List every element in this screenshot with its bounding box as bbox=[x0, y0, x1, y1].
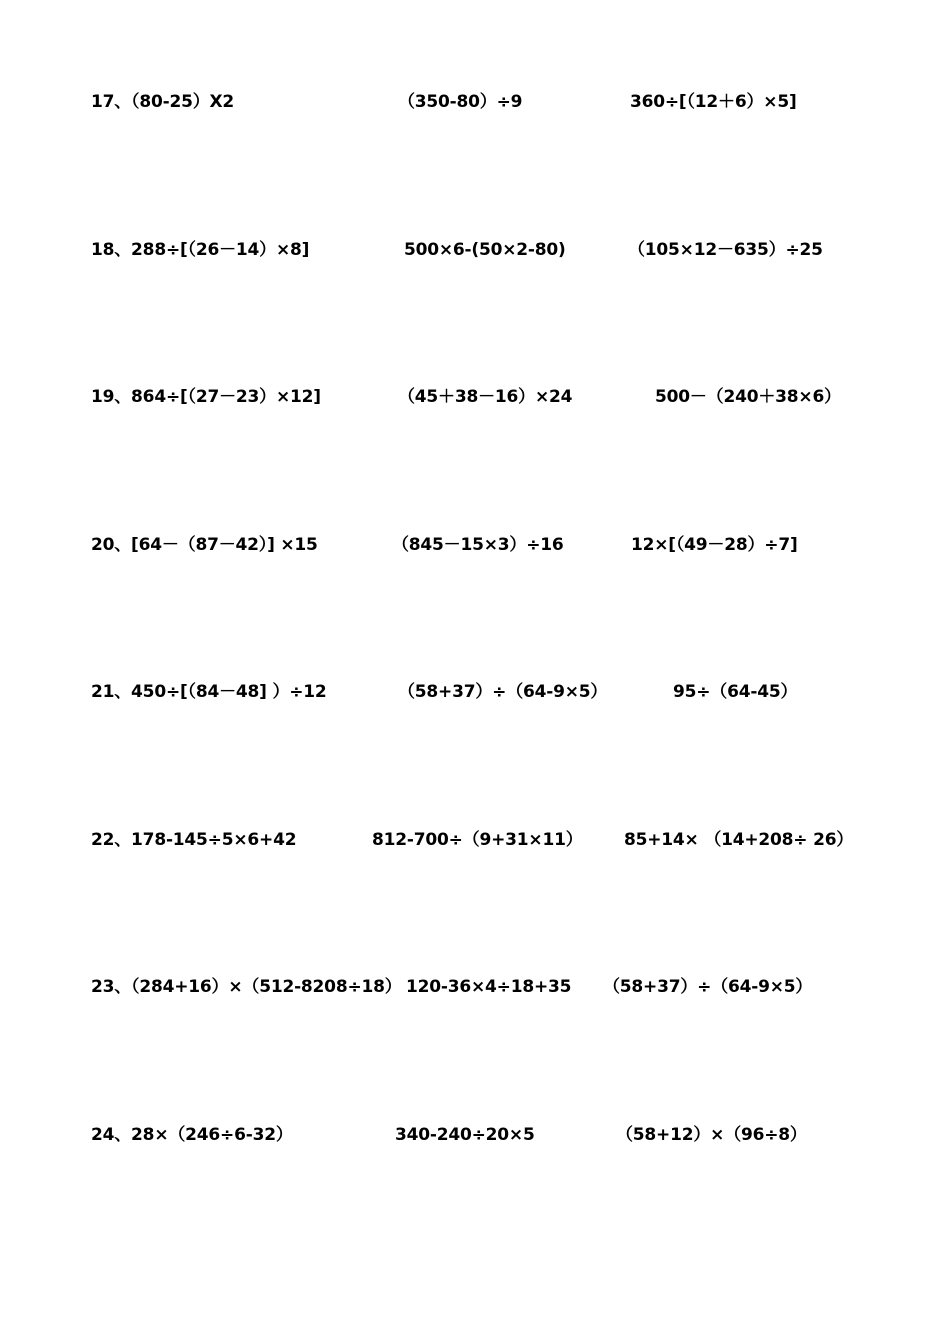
problem-22-expression-3: 85+14× （14+208÷ 26） bbox=[624, 830, 854, 850]
problem-row-24 bbox=[0, 1120, 950, 1150]
problem-row-20 bbox=[0, 530, 950, 560]
problem-24-expression-3: （58+12）×（96÷8） bbox=[616, 1125, 807, 1145]
problem-17-expression-3: 360÷[（12＋6）×5] bbox=[630, 92, 797, 112]
problem-22-expression-1: 22、178-145÷5×6+42 bbox=[91, 830, 297, 850]
problem-17-expression-2: （350-80）÷9 bbox=[398, 92, 523, 112]
problem-23-expression-1: 23、（284+16）×（512-8208÷18） bbox=[91, 977, 402, 997]
problem-20-expression-2: （845－15×3）÷16 bbox=[392, 535, 564, 555]
problem-18-expression-2: 500×6-(50×2-80) bbox=[404, 240, 566, 260]
problem-20-expression-1: 20、[64－（87－42）] ×15 bbox=[91, 535, 318, 555]
problem-row-18 bbox=[0, 235, 950, 265]
problem-23-expression-2: 120-36×4÷18+35 bbox=[406, 977, 572, 997]
problem-18-expression-3: （105×12－635）÷25 bbox=[628, 240, 823, 260]
problem-19-expression-3: 500－（240＋38×6） bbox=[655, 387, 841, 407]
problem-22-expression-2: 812-700÷（9+31×11） bbox=[372, 830, 583, 850]
problem-17-expression-1: 17、（80-25）X2 bbox=[91, 92, 235, 112]
problem-row-19 bbox=[0, 382, 950, 412]
problem-24-expression-2: 340-240÷20×5 bbox=[395, 1125, 535, 1145]
problem-row-17 bbox=[0, 87, 950, 117]
problem-20-expression-3: 12×[（49－28）÷7] bbox=[631, 535, 798, 555]
problem-23-expression-3: （58+37）÷（64-9×5） bbox=[603, 977, 813, 997]
problem-21-expression-1: 21、450÷[（84－48] ）÷12 bbox=[91, 682, 327, 702]
problem-19-expression-1: 19、864÷[（27－23）×12] bbox=[91, 387, 321, 407]
problem-row-23 bbox=[0, 972, 950, 1002]
problem-19-expression-2: （45＋38－16）×24 bbox=[398, 387, 573, 407]
problem-21-expression-3: 95÷（64-45） bbox=[673, 682, 798, 702]
problem-row-22 bbox=[0, 825, 950, 855]
problem-18-expression-1: 18、288÷[（26－14）×8] bbox=[91, 240, 310, 260]
problem-21-expression-2: （58+37）÷（64-9×5） bbox=[398, 682, 608, 702]
problem-row-21 bbox=[0, 677, 950, 707]
problem-24-expression-1: 24、28×（246÷6-32） bbox=[91, 1125, 293, 1145]
